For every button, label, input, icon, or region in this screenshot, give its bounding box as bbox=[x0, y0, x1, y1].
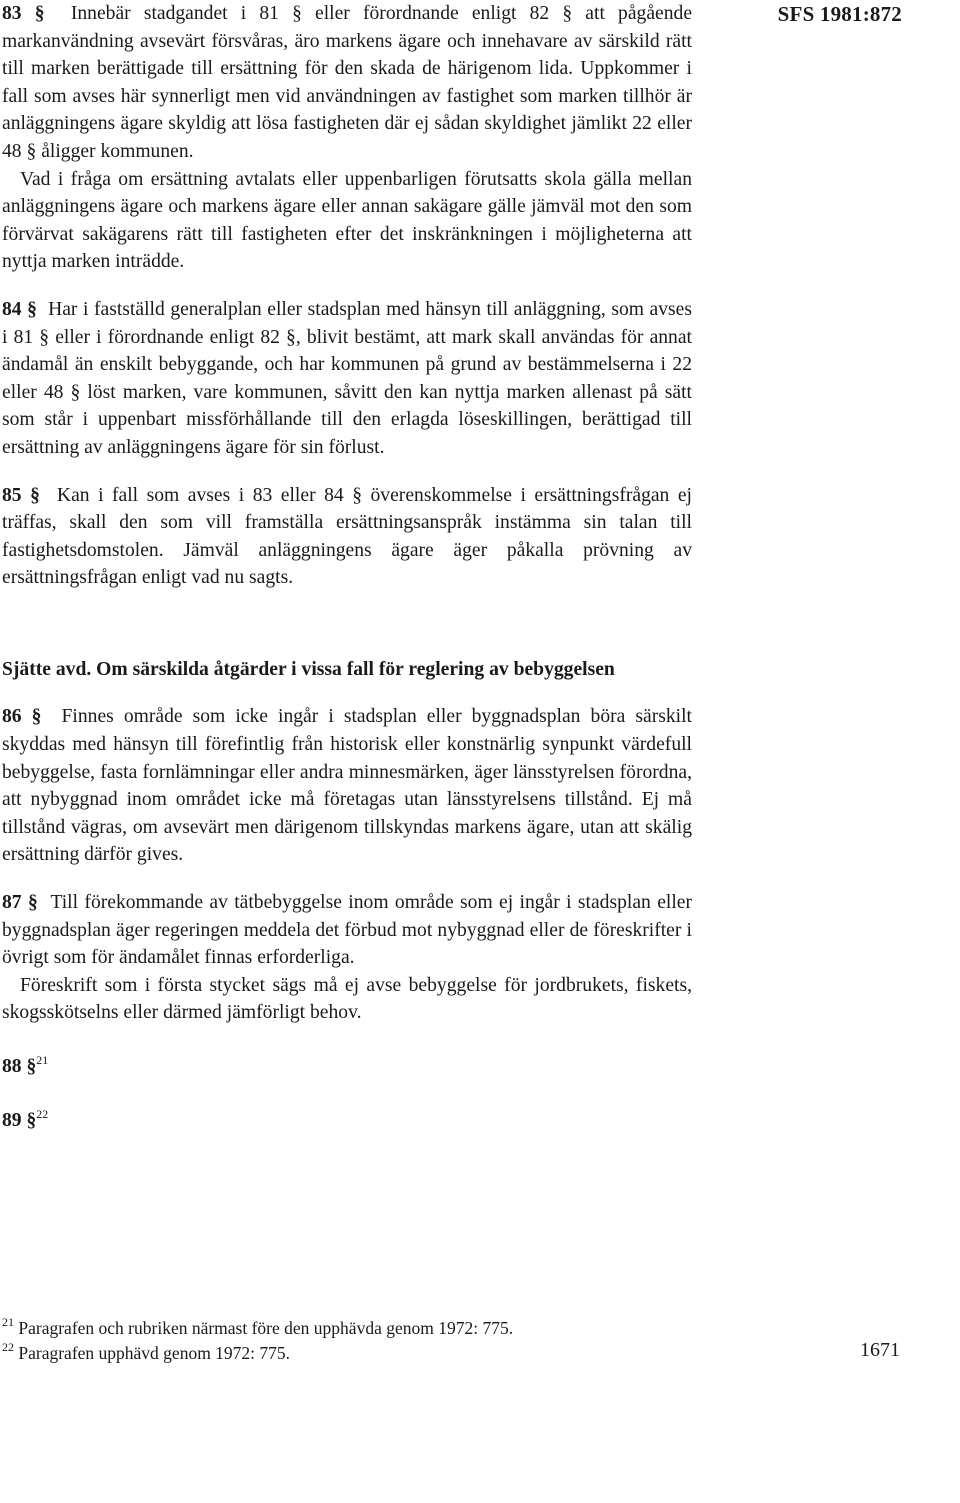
footnote-number: 22 bbox=[2, 1340, 14, 1354]
section-number: 86 § bbox=[2, 706, 42, 728]
main-text bbox=[2, 0, 692, 1134]
paragraph-text: Innebär stadgandet i 81 § eller förordnande enligt 82 § att pågående markanvändning avsevärt försvåras, äro markens ägare och innehavare av särskild rätt till marken berättigade till ersättning för den skada de härigenom lida. Uppkommer i fall som avses här synnerligt men vid användningen av fastighet som marken tillhör är anläggningens ägare skyldig att lösa fastigheten där ej sådan skyldighet jämlikt 22 eller 48 § åligger kommunen. bbox=[2, 3, 693, 162]
footnote bbox=[2, 1316, 702, 1341]
section-number: 83 § bbox=[2, 3, 45, 24]
section-number: 88 § bbox=[2, 1056, 37, 1077]
paragraph-85 bbox=[2, 482, 692, 592]
footnote-ref: 21 bbox=[36, 1053, 49, 1067]
section-number: 84 § bbox=[2, 298, 37, 320]
section-heading: Sjätte avd. Om särskilda åtgärder i vissa fall för reglering av bebyggelsen bbox=[2, 658, 615, 680]
section-number: 87 § bbox=[2, 892, 38, 914]
paragraph-87-continuation: Föreskrift som i första stycket sägs må ej avse bebyggelse för jordbrukets, fiskets, skogsskötselns eller därmed jämförligt behov. bbox=[2, 974, 692, 1024]
paragraph-83 bbox=[2, 0, 692, 166]
footnote-ref: 22 bbox=[36, 1106, 49, 1121]
footnote-text: Paragrafen och rubriken närmast före den upphävda genom 1972: 775. bbox=[18, 1318, 514, 1338]
footnotes bbox=[2, 1316, 702, 1366]
paragraph-text: Kan i fall som avses i 83 eller 84 § överenskommelse i ersättningsfrågan ej träffas, skall den som vill framställa ersättningsanspråk instämma sin talan till fastighetsdomstolen. Jämväl anläggningens ägare äger påkalla prövning av ersättningsfrågan enligt vad nu sagts. bbox=[2, 484, 693, 589]
paragraph-text: Har i fastställd generalplan eller stadsplan med hänsyn till anläggning, som avses i 81 § eller i förordnande enligt 82 §, blivit bestämt, att mark skall användas för annat ändamål än enskilt bebyggande, och har kommunen på grund av bestämmelserna i 22 eller 48 § löst marken, vare kommunen, såvitt den kan nyttja marken allenast på sätt som står i uppenbart missförhållande till den erlagda löseskillingen, berättigad till ersättning av anläggningens ägare för sin förlust. bbox=[2, 298, 692, 458]
section-number: 85 § bbox=[2, 484, 40, 506]
footnote bbox=[2, 1341, 702, 1366]
sfs-number: SFS 1981:872 bbox=[777, 2, 902, 26]
footnote-text: Paragrafen upphävd genom 1972: 775. bbox=[18, 1343, 291, 1363]
page-number: 1671 bbox=[860, 1339, 900, 1361]
paragraph-86 bbox=[2, 703, 692, 869]
paragraph-text: Finnes område som icke ingår i stadsplan eller byggnadsplan böra särskilt skyddas med hänsyn till förefintlig från historisk eller konstnärlig synpunkt värdefull bebyggelse, fasta fornlämningar eller andra minnesmärken, äger länsstyrelsen förordna, att nybyggnad inom området icke må företagas utan länsstyrelsens tillstånd. Ej må tillstånd vägras, om avsevärt men därigenom tillskyndas markens ägare, utan att skälig ersättning därför gives. bbox=[2, 706, 692, 866]
paragraph-88 bbox=[2, 1053, 692, 1081]
paragraph-text: Till förekommande av tätbebyggelse inom område som ej ingår i stadsplan eller byggnadsplan äger regeringen meddela det förbud mot nybyggnad eller de föreskrifter i övrigt som för ändamålet finnas erforderliga. bbox=[2, 892, 692, 969]
paragraph-83-continuation: Vad i fråga om ersättning avtalats eller uppenbarligen förutsatts skola gälla mellan anläggningens ägare och markens ägare eller annan sakägare gälle jämväl mot den som förvärvat sakägarens rätt till fastigheten efter det inskränkningen i möjligheterna att nyttja marken inträdde. bbox=[2, 168, 692, 273]
section-number: 89 § bbox=[2, 1109, 37, 1131]
paragraph-87 bbox=[2, 889, 692, 972]
paragraph-89 bbox=[2, 1107, 692, 1135]
paragraph-84 bbox=[2, 296, 692, 462]
footnote-number: 21 bbox=[2, 1315, 14, 1329]
